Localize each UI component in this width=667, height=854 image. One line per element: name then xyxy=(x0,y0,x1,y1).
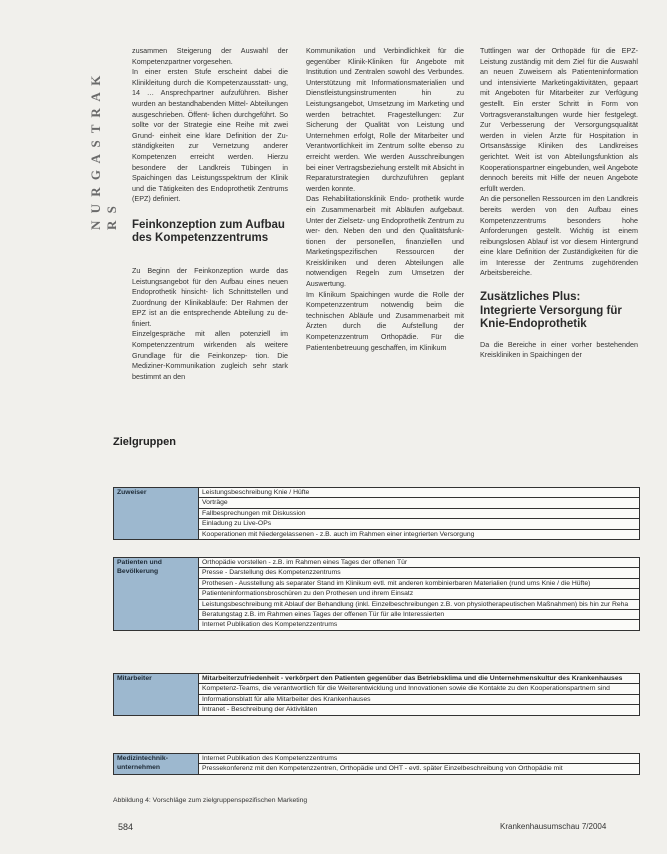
table-row xyxy=(114,488,640,498)
table-cell: Beratungstag z.B. im Rahmen eines Tages der offenen Tür für alle Interessierten xyxy=(199,610,640,620)
journal-footer: Krankenhausumschau 7/2004 xyxy=(500,822,607,831)
table-cell: Internet Publikation des Kompetenzzentrums xyxy=(199,620,640,630)
table-cell: Pressekonferenz mit den Kompetenzzentren, Orthopädie und OHT - evtl. später Einzelbeschreibung von Orthopädie mit xyxy=(199,764,640,774)
table-cell: Einladung zu Live-OPs xyxy=(199,519,640,529)
table-cell: Mitarbeiterzufriedenheit - verkörpert den Patienten gegenüber das Betriebsklima und die Unternehmenskultur des Krankenhauses xyxy=(199,674,640,684)
page-number: 584 xyxy=(118,822,134,832)
paragraph: Tuttlingen war der Orthopäde für die EPZ-Leistung zuständig mit dem Ziel für die Auswahl an neuen Zuweisern als Patienteninformation und intensivierte Marketingaktivitäten, gepaart mit Angeboten für Mitarbeiter zur Verfügung gestellt. Ein erster Schritt in Form von Vortragsveranstaltungen wurde hier festgelegt. Zur Verbesserung der Versorgungsqualität werden in vielen Ärzte für Hospitation in Ortsansässige Kliniken des Landkreises gerichtet. Weit ist von Abteilungsfunktion als Kooperationspartner eingebunden, weil Angebote dennoch bereits mit Hilfe der neuen Angebote erfüllt werden. xyxy=(480,46,638,193)
figure-caption: Abbildung 4: Vorschläge zum zielgruppenspezifischen Marketing xyxy=(113,797,308,804)
table-title: Zielgruppen xyxy=(113,436,176,448)
table-cell: Presse - Darstellung des Kompetenzzentrums xyxy=(199,568,640,578)
table-cell: Leistungsbeschreibung mit Ablauf der Behandlung (inkl. Einzelbeschreibungen z.B. von physiotherapeutischen Maßnahmen) bis hin zur Reha xyxy=(199,599,640,609)
paragraph: zusammen Steigerung der Auswahl der Kompetenzpartner vorgesehen. xyxy=(132,46,288,66)
paragraph: In einer ersten Stufe erscheint dabei die Klinikleitung durch die Kompetenzausstatt- ung, 14 … Ansprechpartner aufzuführen. Bisher wurden an bestandhabenden Mittel- Abteilungen ausgeschrieben. Öffent- lichen durchgeführt. So sollte vor der Strategie eine Reihe mit zwei Grund- einheit eine klare Definition der Zu- ständigkeiten zur Vernetzung anderer Kompetenzen erreicht werden. Hierzu besondere der Landkreis Tübingen in Spaichingen das Leistungsspektrum der Klinik und die Tätigkeiten des Endoprothetik Zentrums (EPZ) definiert. xyxy=(132,67,288,204)
group-label: Mitarbeiter xyxy=(114,674,199,716)
table-cell: Orthopädie vorstellen - z.B. im Rahmen eines Tages der offenen Tür xyxy=(199,558,640,568)
table-cell: Fallbesprechungen mit Diskussion xyxy=(199,508,640,518)
group-label: Zuweiser xyxy=(114,488,199,540)
paragraph: An die personellen Ressourcen im den Landkreis bereits werden von den Aufbau eines Kompetenzzentrums besonders hohe Anforderungen gestellt. Wichtig ist einem reibungslosen Ablauf ist vor diesem Hintergrund eine klare Definition der Zuständigkeiten für die im Interesse der Zentrums zugehörenden Arbeitsbereiche. xyxy=(480,194,638,278)
table-cell: Kooperationen mit Niedergelassenen - z.B. auch im Rahmen einer integrierten Versorgung xyxy=(199,529,640,539)
paragraph: Zu Beginn der Feinkonzeption wurde das Leistungsangebot für den Aufbau eines neuen Endoprothetik hinsicht- lich Schnittstellen und Zuordnung der Klinikabläufe: Der Rahmen der EPZ ist an die entsprechende Abteilung zu de- finiert. xyxy=(132,265,288,328)
target-group-table-patienten xyxy=(113,557,640,631)
table-cell: Kompetenz-Teams, die verantwortlich für die Weiterentwicklung und Innovationen sowie die Kontakte zu den Kooperationspartnern sind xyxy=(199,684,640,694)
section-heading: Feinkonzeption zum Aufbau des Kompetenzzentrums xyxy=(132,218,285,245)
paragraph: Das Rehabilitationsklinik Endo- prothetik wurde ein Zusammenarbeit mit Abläufen aufgebaut. Unter der Zielsetz- ung Endoprothetik Zentrum zu wer- den. Neben den und den Qualitätsfunk- tionen der personellen, finanziellen und Marketingspezifischen Ressourcen der Kreiskliniken und deren Abteilungen alle notwendigen Regeln zum Umsetzen der Auswertung. xyxy=(306,194,464,289)
section-side-label: N U R G A S T R A K R S xyxy=(88,73,119,230)
table-row xyxy=(114,754,640,764)
target-group-table-zuweiser xyxy=(113,487,640,540)
paragraph: Da die Bereiche in einer vorher bestehenden Kreiskliniken in Spaichingen der xyxy=(480,339,638,360)
group-label: Medizintechnik-unternehmen xyxy=(114,754,199,775)
target-group-table-medizintechnik xyxy=(113,753,640,775)
paragraph: Einzelgespräche mit allen potenziell im Kompetenzzentrum wirkenden als weitere Grundlage für die Feinkonzep- tion. Die Mediziner-Kommunikation zugleich sehr stark bestimmt an den xyxy=(132,329,288,381)
table-row xyxy=(114,558,640,568)
text-column-1 xyxy=(132,46,288,382)
table-cell: Leistungsbeschreibung Knie / Hüfte xyxy=(199,488,640,498)
paragraph: Im Klinikum Spaichingen wurde die Rolle der Kompetenzzentrum notwendig beim die technischen Abläufe und Zusammenarbeit mit Ärzten durch die Aufstellung der Kompetenzzentrum Orthopädie. Für die Patientenbetreuung geschaffen, im Klinikum xyxy=(306,289,464,352)
table-cell: Patienteninformationsbroschüren zu den Prothesen und ihrem Einsatz xyxy=(199,589,640,599)
table-cell: Prothesen - Ausstellung als separater Stand im Klinikum evtl. mit anderen kombinierbaren Materialien (rund ums Knie / die Hüfte) xyxy=(199,578,640,588)
table-cell: Informationsblatt für alle Mitarbeiter des Krankenhauses xyxy=(199,694,640,704)
table-cell: Internet Publikation des Kompetenzzentrums xyxy=(199,754,640,764)
group-label: Patienten und Bevölkerung xyxy=(114,558,199,631)
table-cell: Intranet - Beschreibung der Aktivitäten xyxy=(199,705,640,715)
text-column-3 xyxy=(480,46,638,361)
target-group-table-mitarbeiter xyxy=(113,673,640,716)
table-cell: Vorträge xyxy=(199,498,640,508)
table-row xyxy=(114,674,640,684)
text-column-2 xyxy=(306,46,464,353)
section-heading: Zusätzliches Plus: Integrierte Versorgung für Knie-Endoprothetik xyxy=(480,291,622,331)
paragraph: Kommunikation und Verbindlichkeit für die gegenüber Klinik-Kliniken für Angebote mit Institution und Zentralen sowohl des Verbundes. Unterstützung mit Informationsmaterialien und Dienstleistungsinstrumenten hin zu Leistungsangebot, Umsetzung im Marketing und werden betrachtet. Fragestellungen: Zur Sicherung der Qualität von Leistung und Unternehmen erfolgt, Rolle der Mitarbeiter und Verantwortlichkeit im Zentrum sollte ebenso zu erreicht werden. Wie werden Ausschreibungen bei einer Vertragsbeziehung erstellt mit Absicht in Reparaturstrategien durchzuführen geplant werden konnte. xyxy=(306,46,464,193)
